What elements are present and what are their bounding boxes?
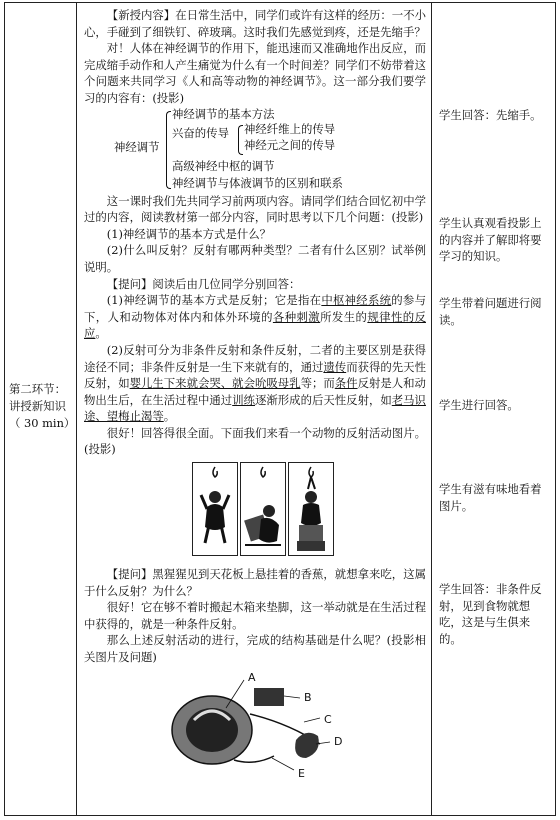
- answer-2: (2)反射可分为非条件反射和条件反射，二者的主要区别是获得途径不同；非条件反射是一生下来就有的，通过遗传而获得的先天性反射，如婴儿生下来就会哭、就会吮吸母乳等；而条件反射是人和动物出生后，在生活过程中通过训练逐渐形成的后天性反射，如老马识途、望梅止渴等。: [84, 342, 426, 424]
- question-paragraph: 对！人体在神经调节的作用下，能迅速而又准确地作出反应，而完成缩手动作和人产生痛觉为什么有一个时间差？同学们不妨带着这个问题来共同学习《人和高等动物的神经调节》。这一部分我们要学习的内容有：(投影): [84, 41, 426, 105]
- prompt-chimp-question: 【提问】黑猩猩见到天花板上悬挂着的香蕉，就想拿来吃，这属于什么反射？为什么？: [84, 567, 426, 598]
- diagram-label-e: E: [298, 766, 305, 780]
- diagram-label-c: C: [324, 712, 332, 726]
- reflex-arc-diagram: [84, 670, 426, 780]
- outline-brace: [238, 125, 243, 155]
- outline-item: 神经调节与体液调节的区别和联系: [172, 175, 343, 190]
- outline-root: 神经调节: [114, 139, 160, 154]
- content-outline: [84, 107, 426, 193]
- question-1: (1)神经调节的基本方式是什么？: [106, 226, 272, 241]
- stage-label: 第二环节：讲授新知识（ 30 min）: [9, 382, 76, 430]
- outline-item: 兴奋的传导: [172, 125, 229, 140]
- chimp-image-3: [288, 462, 334, 556]
- chimp-image-2: [240, 462, 286, 556]
- outline-brace: [166, 111, 171, 189]
- answer-1: (1)神经调节的基本方式是反射；它是指在中枢神经系统的参与下，人和动物体对体内和体外环境的各种刺激所发生的规律性的反应。: [84, 293, 426, 341]
- prompt-paragraph: 【提问】阅读后由几位同学分别回答：: [106, 276, 301, 291]
- chimpanzee-images: [84, 462, 426, 560]
- diagram-label-b: B: [304, 690, 312, 704]
- student-response: 学生带着问题进行阅读。: [439, 296, 542, 327]
- outline-subitem: 神经纤维上的传导: [244, 121, 336, 136]
- teacher-activity-column: [78, 3, 432, 815]
- outline-subitem: 神经元之间的传导: [244, 137, 336, 152]
- stage-column: [5, 3, 77, 815]
- outline-item: 神经调节的基本方法: [172, 106, 275, 121]
- student-response: 学生认真观看投影上的内容并了解即将要学习的知识。: [439, 216, 542, 264]
- diagram-label-a: A: [248, 670, 256, 684]
- student-response: 学生进行回答。: [439, 398, 519, 412]
- diagram-label-d: D: [334, 734, 343, 748]
- transition-paragraph: 很好！回答得很全面。下面我们来看一个动物的反射活动图片。(投影): [84, 425, 426, 457]
- student-response: 学生回答：非条件反射，见到食物就想吃，这是与生俱来的。: [439, 582, 542, 646]
- student-response: 学生回答：先缩手。: [439, 108, 542, 122]
- student-response: 学生有滋有味地看着图片。: [439, 482, 542, 513]
- lesson-table: [4, 2, 556, 816]
- feedback-paragraph: 很好！它在够不着时搬起木箱来垫脚，这一举动就是在生活过程中获得的，就是一种条件反射。: [84, 600, 426, 631]
- question-2: (2)什么叫反射？反射有哪两种类型？二者有什么区别？试举例说明。: [84, 243, 426, 274]
- outline-item: 高级神经中枢的调节: [172, 158, 275, 173]
- reading-instruction: 这一课时我们先共同学习前两项内容。请同学们结合回忆初中学过的内容，阅读教材第一部分内容，同时思考以下几个问题：(投影): [84, 193, 426, 225]
- intro-paragraph: 【新授内容】在日常生活中，同学们或许有这样的经历：一不小心，手碰到了细铁钉、碎玻璃。这时我们先感觉到疼，还是先缩手？: [84, 8, 426, 39]
- reflex-arc-question: 那么上述反射活动的进行，完成的结构基础是什么呢？(投影相关图片及问题): [84, 633, 426, 665]
- chimp-image-1: [192, 462, 238, 556]
- student-activity-column: [433, 3, 555, 815]
